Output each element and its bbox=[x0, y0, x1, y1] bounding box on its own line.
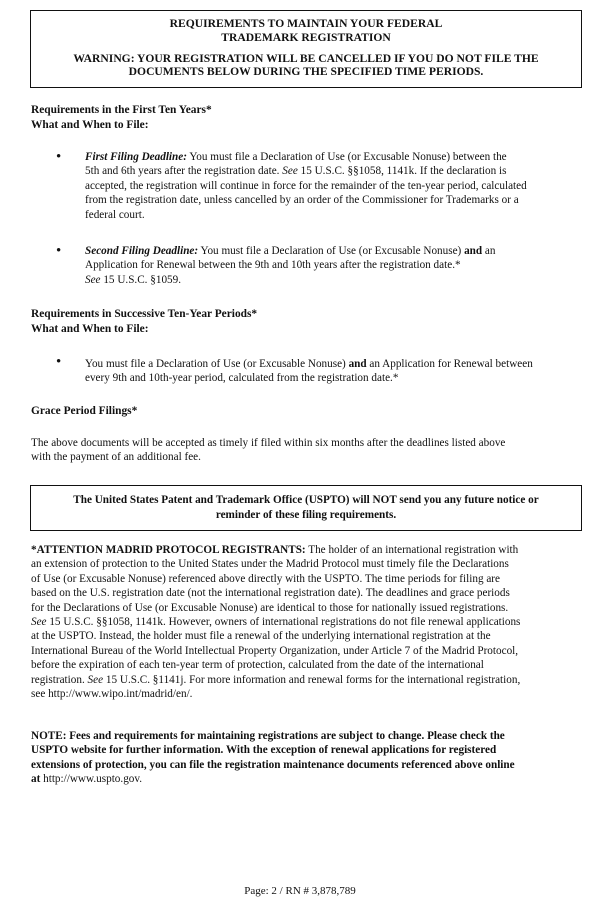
text-line: see http://www.wipo.int/madrid/en/. bbox=[31, 688, 193, 701]
second-filing-deadline-paragraph bbox=[85, 244, 585, 287]
note-paragraph bbox=[31, 729, 581, 787]
first-filing-deadline-paragraph bbox=[85, 150, 585, 222]
successive-period-paragraph bbox=[85, 357, 585, 386]
text-line: Application for Renewal between the 9th and 10th years after the registration date.* bbox=[85, 259, 461, 272]
text-line: NOTE: Fees and requirements for maintaining registrations are subject to change. Please check the bbox=[31, 730, 505, 742]
text-run: 15 U.S.C. §1141j. For more information and renewal forms for the international registration, bbox=[103, 673, 521, 686]
second-filing-deadline-label: Second Filing Deadline: bbox=[85, 245, 199, 257]
emphasis-and: and bbox=[348, 358, 367, 370]
no-notice-box bbox=[30, 485, 582, 531]
text-line: International Bureau of the World Intellectual Property Organization, under Article 7 of the Madrid Protocol, bbox=[31, 644, 519, 657]
text-run: 5th and 6th years after the registration date. bbox=[85, 165, 283, 178]
text-line: before the expiration of each ten-year term of protection, calculated from the date of the international bbox=[31, 659, 484, 672]
section1-heading-line-1: Requirements in the First Ten Years* bbox=[31, 104, 212, 116]
text-run: You must file a Declaration of Use (or Excusable Nonuse) between the bbox=[186, 151, 507, 163]
header-title-line-2: TRADEMARK REGISTRATION bbox=[221, 30, 391, 44]
see-citation: See bbox=[282, 165, 298, 178]
text-line: based on the U.S. registration date (not the international registration date). The deadlines and grace periods bbox=[31, 587, 510, 600]
text-run: The holder of an international registration with bbox=[305, 544, 519, 556]
text-line: from the registration date, unless cancelled by an order of the Commissioner for Trademarks or a bbox=[85, 194, 519, 207]
text-line: The above documents will be accepted as timely if filed within six months after the deadlines listed above bbox=[31, 437, 506, 449]
text-line: every 9th and 10th-year period, calculated from the registration date.* bbox=[85, 372, 399, 385]
text-run: 15 U.S.C. §§1058, 1141k. If the declaration is bbox=[297, 165, 507, 178]
warning-line-2: DOCUMENTS BELOW DURING THE SPECIFIED TIME PERIODS. bbox=[128, 65, 484, 79]
text-line: USPTO website for further information. With the exception of renewal applications for registered bbox=[31, 744, 497, 757]
section1-heading bbox=[31, 103, 571, 133]
notice-line-1: The United States Patent and Trademark Office (USPTO) will NOT send you any future notice or bbox=[73, 494, 539, 506]
text-run: registration. bbox=[31, 673, 88, 686]
text-line: of Use (or Excusable Nonuse) referenced above directly with the USPTO. The time periods for filing are bbox=[31, 572, 501, 585]
text-line: accepted, the registration will continue in force for the remainder of the ten-year period, calculated bbox=[85, 179, 527, 192]
see-citation: See bbox=[85, 273, 101, 286]
warning-line-1: WARNING: YOUR REGISTRATION WILL BE CANCELLED IF YOU DO NOT FILE THE bbox=[73, 51, 539, 65]
grace-period-paragraph bbox=[31, 436, 581, 465]
text-line: federal court. bbox=[85, 208, 145, 221]
page-footer: Page: 2 / RN # 3,878,789 bbox=[244, 885, 356, 897]
text-line: extensions of protection, you can file the registration maintenance documents referenced above online bbox=[31, 758, 515, 771]
text-run: You must file a Declaration of Use (or Excusable Nonuse) bbox=[198, 245, 465, 257]
uspto-url: http://www.uspto.gov. bbox=[40, 773, 143, 786]
header-title-line-1: REQUIREMENTS TO MAINTAIN YOUR FEDERAL bbox=[169, 17, 443, 30]
text-run: You must file a Declaration of Use (or Excusable Nonuse) bbox=[85, 358, 349, 370]
emphasis-and: and bbox=[464, 245, 483, 257]
text-line: at the USPTO. Instead, the holder must file a renewal of the underlying international registration at the bbox=[31, 630, 491, 643]
bullet-icon: • bbox=[56, 149, 62, 165]
section2-heading bbox=[31, 307, 571, 337]
text-run: 15 U.S.C. §§1058, 1141k. However, owners of international registrations do not file renewal applications bbox=[46, 616, 521, 629]
section2-heading-line-1: Requirements in Successive Ten-Year Periods* bbox=[31, 308, 258, 320]
text-line: an extension of protection to the United States under the Madrid Protocol must timely file the Declarations bbox=[31, 558, 509, 571]
madrid-protocol-label: *ATTENTION MADRID PROTOCOL REGISTRANTS: bbox=[31, 544, 306, 556]
section1-heading-line-2: What and When to File: bbox=[31, 119, 149, 131]
text-run: 15 U.S.C. §1059. bbox=[100, 273, 182, 286]
text-line: with the payment of an additional fee. bbox=[31, 451, 201, 464]
text-run: an bbox=[482, 245, 496, 257]
see-citation: See bbox=[87, 673, 104, 686]
text-run: at bbox=[31, 773, 41, 786]
header-warning-box bbox=[30, 10, 582, 88]
madrid-protocol-paragraph bbox=[31, 543, 581, 701]
bullet-icon: • bbox=[56, 243, 62, 259]
first-filing-deadline-label: First Filing Deadline: bbox=[85, 151, 187, 163]
see-citation: See bbox=[31, 616, 47, 629]
text-run: an Application for Renewal between bbox=[366, 358, 533, 370]
text-line: for the Declarations of Use (or Excusable Nonuse) are identical to those for nationally issued registrations. bbox=[31, 601, 509, 614]
bullet-icon: • bbox=[56, 354, 62, 370]
notice-line-2: reminder of these filing requirements. bbox=[215, 509, 397, 521]
section2-heading-line-2: What and When to File: bbox=[31, 323, 149, 335]
grace-period-heading: Grace Period Filings* bbox=[31, 405, 138, 417]
